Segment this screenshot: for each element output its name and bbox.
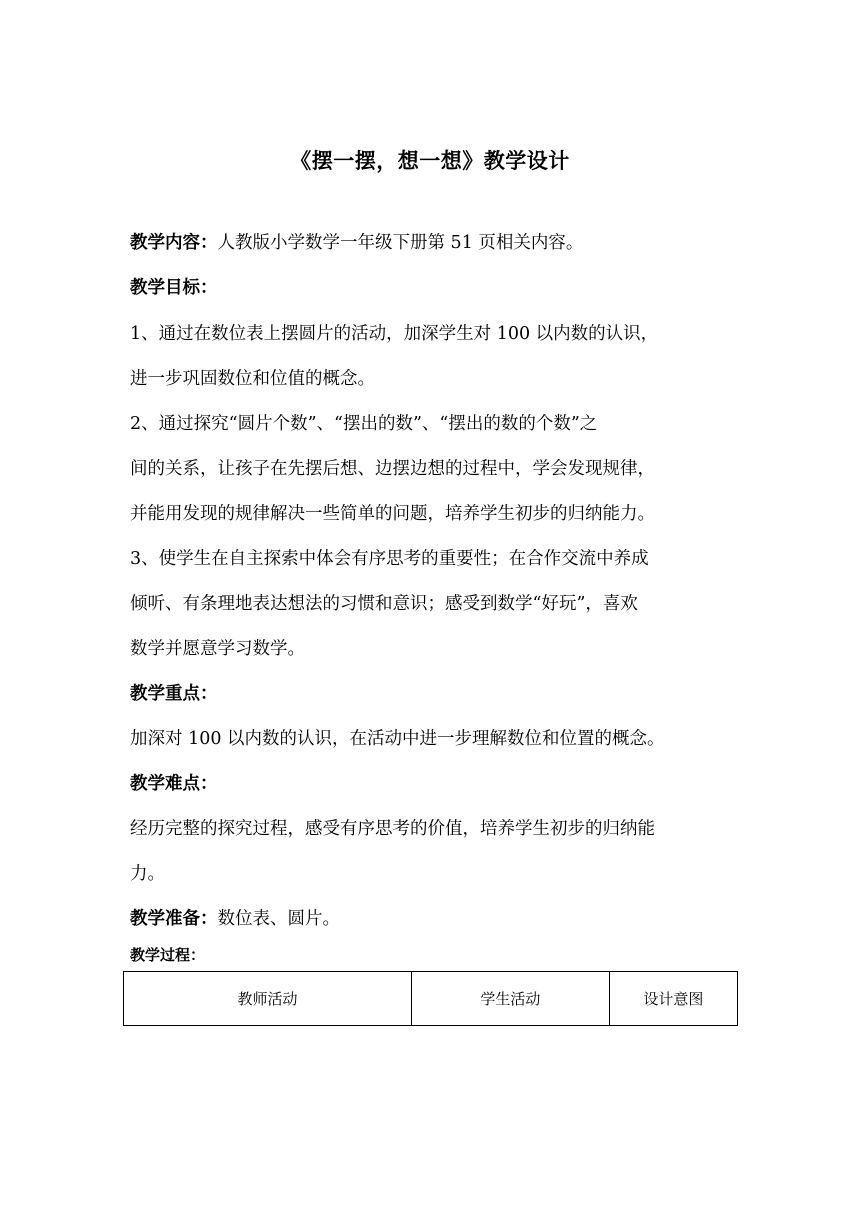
teaching-content-line: [130, 229, 750, 254]
teaching-prep-line: [130, 905, 750, 930]
teaching-prep-label: 教学准备：: [130, 909, 218, 929]
difficulty-line: 力。: [130, 864, 165, 884]
key-points-text: 加深对 100 以内数的认识，在活动中进一步理解数位和位置的概念。: [130, 729, 665, 749]
difficulties-heading: 教学难点：: [130, 774, 218, 794]
teaching-content-label: 教学内容：: [130, 233, 218, 253]
teaching-process-table: [123, 971, 738, 1026]
header-student-activity: 学生活动: [412, 972, 610, 1026]
teaching-goals-heading: 教学目标：: [130, 278, 218, 298]
teaching-prep-text: 数位表、圆片。: [217, 909, 340, 929]
goal-line: 3、使学生在自主探索中体会有序思考的重要性；在合作交流中养成: [130, 549, 649, 569]
teaching-content-text: 人教版小学数学一年级下册第 51 页相关内容。: [217, 233, 584, 253]
goal-line: 倾听、有条理地表达想法的习惯和意识；感受到数学“好玩”，喜欢: [130, 594, 638, 614]
goal-line: 间的关系，让孩子在先摆后想、边摆边想的过程中，学会发现规律，: [130, 459, 655, 479]
header-teacher-activity: 教师活动: [124, 972, 412, 1026]
header-design-intent: 设计意图: [609, 972, 737, 1026]
key-points-heading: 教学重点：: [130, 684, 218, 704]
goal-line: 1、通过在数位表上摆圆片的活动，加深学生对 100 以内数的认识，: [130, 324, 659, 344]
goal-line: 2、通过探究“圆片个数”、“摆出的数”、“摆出的数的个数”之: [130, 414, 598, 434]
goal-line: 进一步巩固数位和位值的概念。: [130, 369, 375, 389]
document-title: 《摆一摆，想一想》教学设计: [290, 148, 570, 173]
table-header-row: [124, 972, 738, 1026]
goal-line: 并能用发现的规律解决一些简单的问题，培养学生初步的归纳能力。: [130, 504, 655, 524]
goal-line: 数学并愿意学习数学。: [130, 639, 305, 659]
difficulty-line: 经历完整的探究过程，感受有序思考的价值，培养学生初步的归纳能: [130, 819, 655, 839]
teaching-process-heading: 教学过程：: [130, 946, 206, 964]
